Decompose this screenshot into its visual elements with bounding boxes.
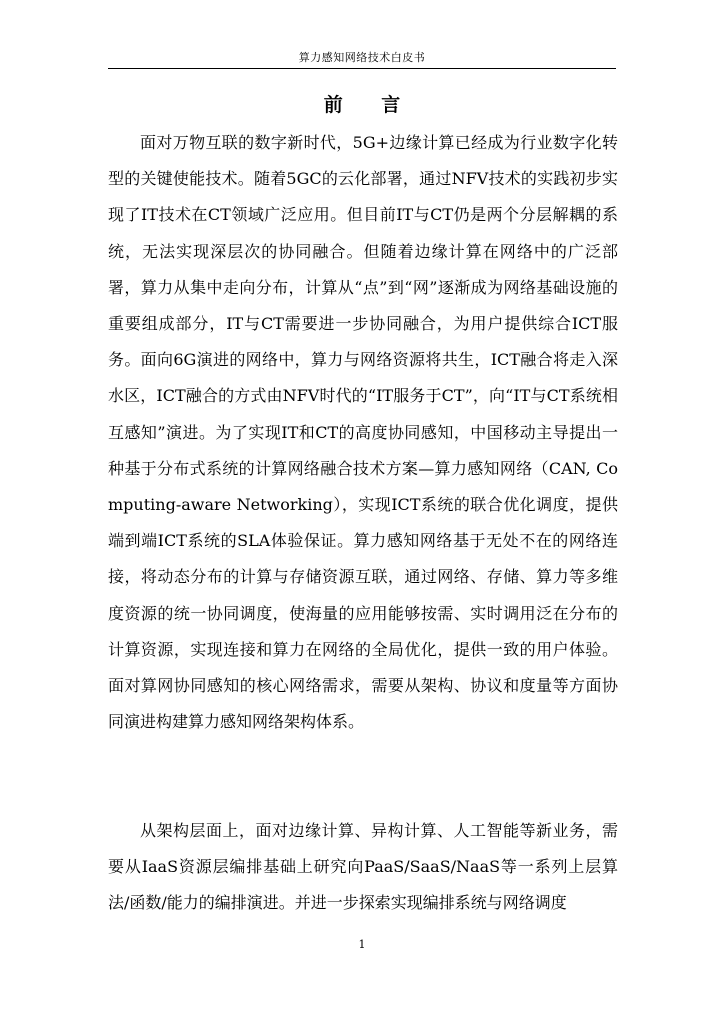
paragraph-2: 从架构层面上，面对边缘计算、异构计算、人工智能等新业务，需要从IaaS资源层编排基础上研究向PaaS/SaaS/NaaS等一系列上层算法/函数/能力的编排演进。并进一步探索实现编排系统与网络调度 <box>108 821 618 913</box>
running-header: 算力感知网络技术白皮书 <box>298 51 426 64</box>
page-number: 1 <box>358 938 366 951</box>
body-text <box>108 125 618 922</box>
section-title: 前 言 <box>323 94 417 116</box>
header-divider <box>108 68 616 69</box>
paragraph-1: 面对万物互联的数字新时代，5G+边缘计算已经成为行业数字化转型的关键使能技术。随着5GC的云化部署，通过NFV技术的实践初步实现了IT技术在CT领域广泛应用。但目前IT与CT仍是两个分层解耦的系统，无法实现深层次的协同融合。但随着边缘计算在网络中的广泛部署，算力从集中走向分布，计算从“点”到“网”逐渐成为网络基础设施的重要组成部分，IT与CT需要进一步协同融合，为用户提供综合ICT服务。面向6G演进的网络中，算力与网络资源将共生，ICT融合将走入深水区，ICT融合的方式由NFV时代的“IT服务于CT”，向“IT与CT系统相互感知”演进。为了实现IT和CT的高度协同感知，中国移动主导提出一种基于分布式系统的计算网络融合技术方案—算力感知网络（CAN, Computing-aware Networking），实现ICT系统的联合优化调度，提供端到端ICT系统的SLA体验保证。算力感知网络基于无处不在的网络连接，将动态分布的计算与存储资源互联，通过网络、存储、算力等多维度资源的统一协同调度，使海量的应用能够按需、实时调用泛在分布的计算资源，实现连接和算力在网络的全局优化，提供一致的用户体验。面对算网协同感知的核心网络需求，需要从架构、协议和度量等方面协同演进构建算力感知网络架构体系。 <box>108 133 618 732</box>
